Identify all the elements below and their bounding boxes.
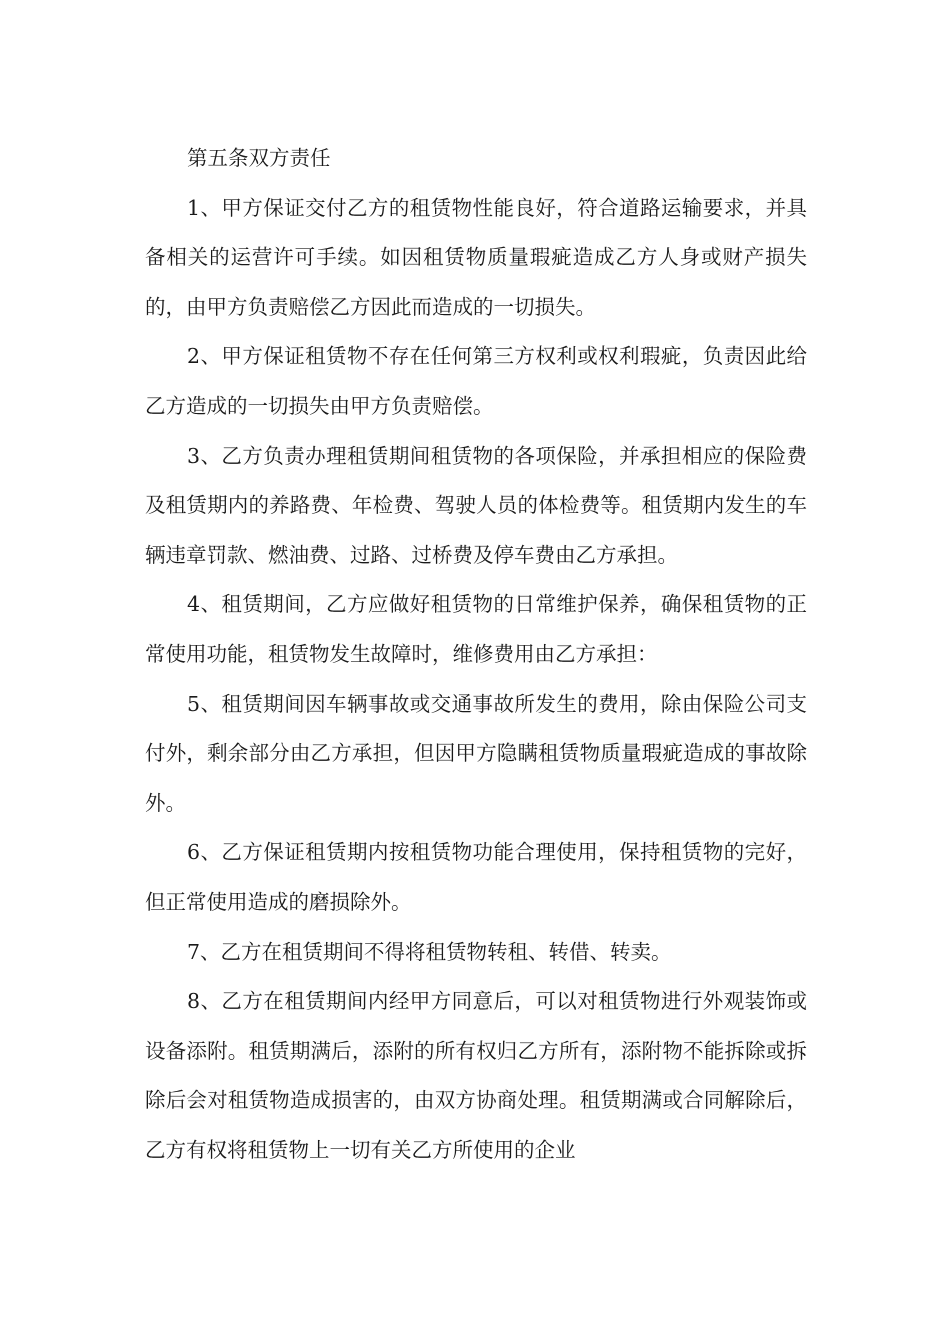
clause-8: 8、乙方在租赁期间内经甲方同意后，可以对租赁物进行外观装饰或设备添附。租赁期满后，添附的所有权归乙方所有，添附物不能拆除或拆除后会对租赁物造成损害的，由双方协商处理。租赁期满或合同解除后，乙方有权将租赁物上一切有关乙方所使用的企业: [145, 989, 807, 1162]
clause-4: 4、租赁期间，乙方应做好租赁物的日常维护保养，确保租赁物的正常使用功能，租赁物发生故障时，维修费用由乙方承担：: [145, 592, 807, 666]
document-body: [145, 134, 807, 1175]
clause-6: 6、乙方保证租赁期内按租赁物功能合理使用，保持租赁物的完好，但正常使用造成的磨损除外。: [145, 840, 807, 914]
clause-5: 5、租赁期间因车辆事故或交通事故所发生的费用，除由保险公司支付外，剩余部分由乙方承担，但因甲方隐瞒租赁物质量瑕疵造成的事故除外。: [145, 691, 807, 815]
clause-7: 7、乙方在租赁期间不得将租赁物转租、转借、转卖。: [187, 939, 672, 964]
clause-3: 3、乙方负责办理租赁期间租赁物的各项保险，并承担相应的保险费及租赁期内的养路费、年检费、驾驶人员的体检费等。租赁期内发生的车辆违章罚款、燃油费、过路、过桥费及停车费由乙方承担。: [145, 443, 807, 567]
clause-2: 2、甲方保证租赁物不存在任何第三方权利或权利瑕疵，负责因此给乙方造成的一切损失由甲方负责赔偿。: [145, 344, 807, 418]
section-heading: 第五条双方责任: [187, 146, 331, 170]
clause-1: 1、甲方保证交付乙方的租赁物性能良好，符合道路运输要求，并具备相关的运营许可手续。如因租赁物质量瑕疵造成乙方人身或财产损失的，由甲方负责赔偿乙方因此而造成的一切损失。: [145, 195, 807, 319]
